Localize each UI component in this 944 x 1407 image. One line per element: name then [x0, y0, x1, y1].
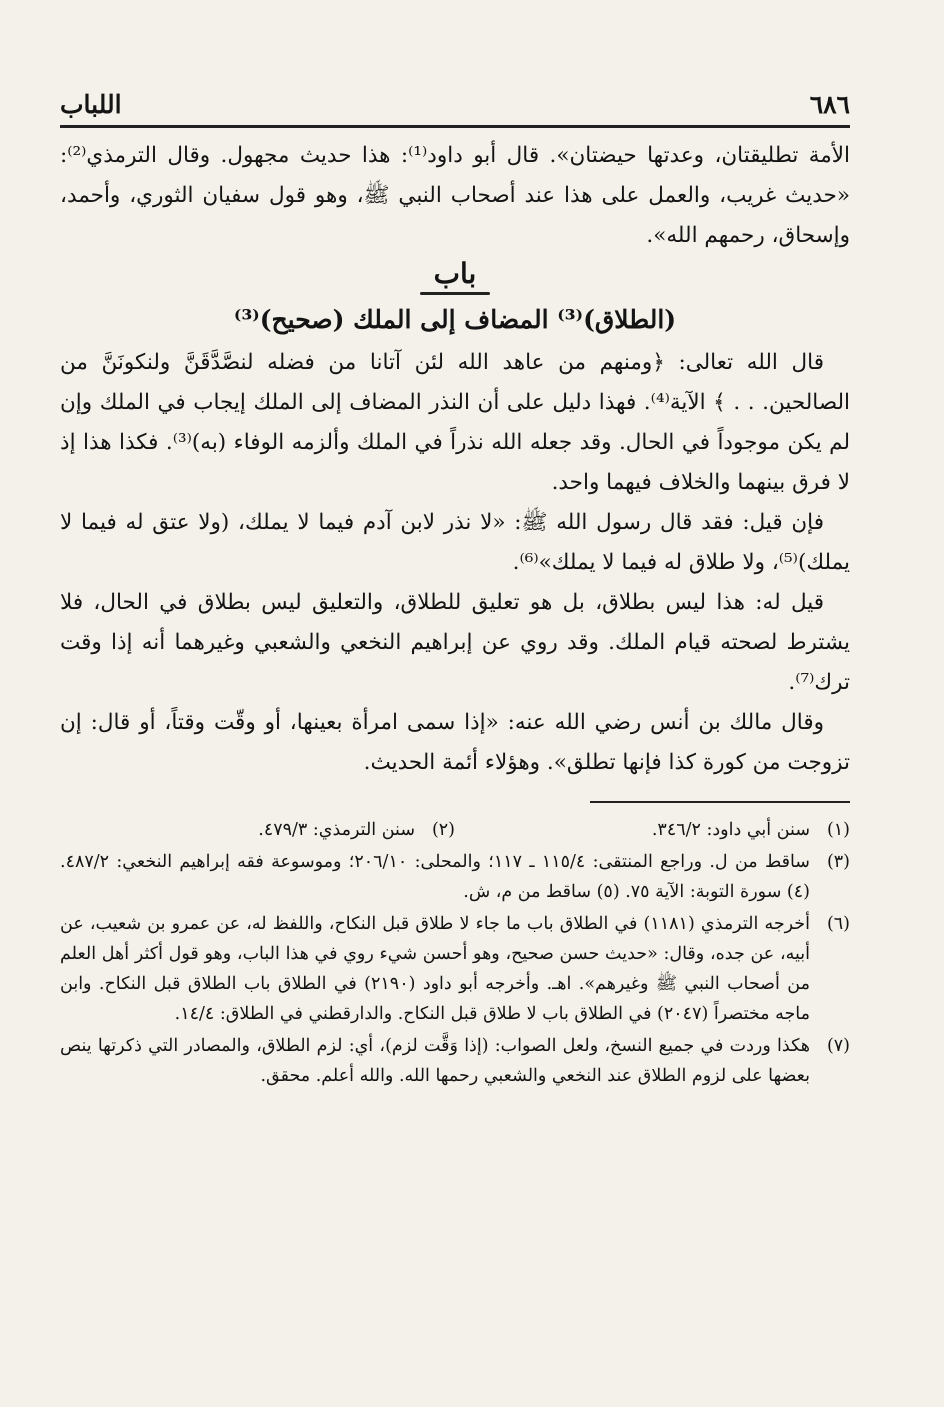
main-text [60, 136, 850, 783]
page-number: ٦٨٦ [809, 90, 850, 119]
paragraph-response: قيل له: هذا ليس بطلاق، بل هو تعليق للطلاق، والتعليق ليس بطلاق في الحال، فلا يشترط لصحته قيام الملك. وقد روي عن إبراهيم النخعي والشعبي وغيرهما أنه إذا وقت ترك⁽⁷⁾. [60, 590, 850, 695]
footnote-7 [60, 1031, 850, 1091]
bab-underline [420, 292, 490, 295]
footnote-text: سنن الترمذي: ٤٧٩/٣. [258, 820, 415, 840]
footnote-text: سنن أبي داود: ٣٤٦/٢. [651, 820, 810, 840]
footnote-number: (٦) [826, 914, 850, 934]
book-page [60, 80, 850, 1350]
section-title: (الطلاق)⁽³⁾ المضاف إلى الملك (صحيح)⁽³⁾ [233, 305, 677, 334]
page-header [60, 90, 850, 128]
footnote-1 [455, 815, 850, 845]
book-title: اللباب [60, 90, 122, 119]
footnote-text: هكذا وردت في جميع النسخ، ولعل الصواب: (إذا وَقَّت لزم)، أي: لزم الطلاق، والمصادر التي ذكرتها ينص بعضها على لزوم الطلاق عند النخعي والشعبي رحمها الله. والله أعلم. محقق. [60, 1036, 810, 1086]
footnote-6 [60, 909, 850, 1029]
paragraph-quran-verse: قال الله تعالى: ﴿ومنهم من عاهد الله لئن آتانا من فضله لنصَّدَّقَنَّ ولنكونَنَّ من الصالحين. . . ﴾ الآية⁽⁴⁾. فهذا دليل على أن النذر المضاف إلى الملك إيجاب في الملك وإن لم يكن موجوداً في الحال. وقد جعله الله نذراً في الملك وألزمه الوفاء (به)⁽³⁾. فكذا هذا إذ لا فرق بينهما والخلاف فيهما واحد. [60, 350, 851, 495]
footnote-number: (٢) [431, 820, 455, 840]
footnote-row-1-2 [60, 815, 850, 847]
footnotes [60, 815, 850, 1091]
intro-paragraph: الأمة تطليقتان، وعدتها حيضتان». قال أبو داود⁽¹⁾: هذا حديث مجهول. وقال الترمذي⁽²⁾: «حديث غريب، والعمل على هذا عند أصحاب النبي ﷺ، وهو قول سفيان الثوري، وأحمد، وإسحاق، رحمهم الله». [60, 143, 850, 248]
bab-heading: باب [433, 257, 477, 290]
paragraph-objection: فإن قيل: فقد قال رسول الله ﷺ: «لا نذر لابن آدم فيما لا يملك، (ولا عتق له فيما لا يملك)⁽⁵⁾، ولا طلاق له فيما لا يملك»⁽⁶⁾. [60, 510, 850, 575]
paragraph-malik: وقال مالك بن أنس رضي الله عنه: «إذا سمى امرأة بعينها، أو وقّت وقتاً، أو قال: إن تزوجت من كورة كذا فإنها تطلق». وهؤلاء أئمة الحديث. [60, 710, 850, 775]
footnote-separator [590, 801, 850, 803]
footnote-text: أخرجه الترمذي (١١٨١) في الطلاق باب ما جاء لا طلاق قبل النكاح، واللفظ له، عن عمرو بن شعيب، عن أبيه، عن جده، وقال: «حديث حسن صحيح، وهو أحسن شيء روي في هذا الباب، وهو قول أكثر أهل العلم من أصحاب النبي ﷺ وغيرهم». اهـ. وأخرجه أبو داود (٢١٩٠) في الطلاق باب الطلاق قبل النكاح. وابن ماجه مختصراً (٢٠٤٧) في الطلاق باب لا طلاق قبل النكاح. والدارقطني في الطلاق: ١٤/٤. [60, 914, 810, 1024]
footnote-number: (٣) [826, 852, 850, 872]
footnote-2 [60, 815, 455, 845]
footnote-3 [60, 847, 850, 907]
footnote-number: (١) [826, 820, 850, 840]
footnote-text: ساقط من ل. وراجع المنتقى: ١١٥/٤ ـ ١١٧؛ والمحلى: ٢٠٦/١٠؛ وموسوعة فقه إبراهيم النخعي: ٤٨٧/٢. (٤) سورة التوبة: الآية ٧٥. (٥) ساقط من م، ش. [60, 852, 810, 902]
footnote-number: (٧) [826, 1036, 850, 1056]
